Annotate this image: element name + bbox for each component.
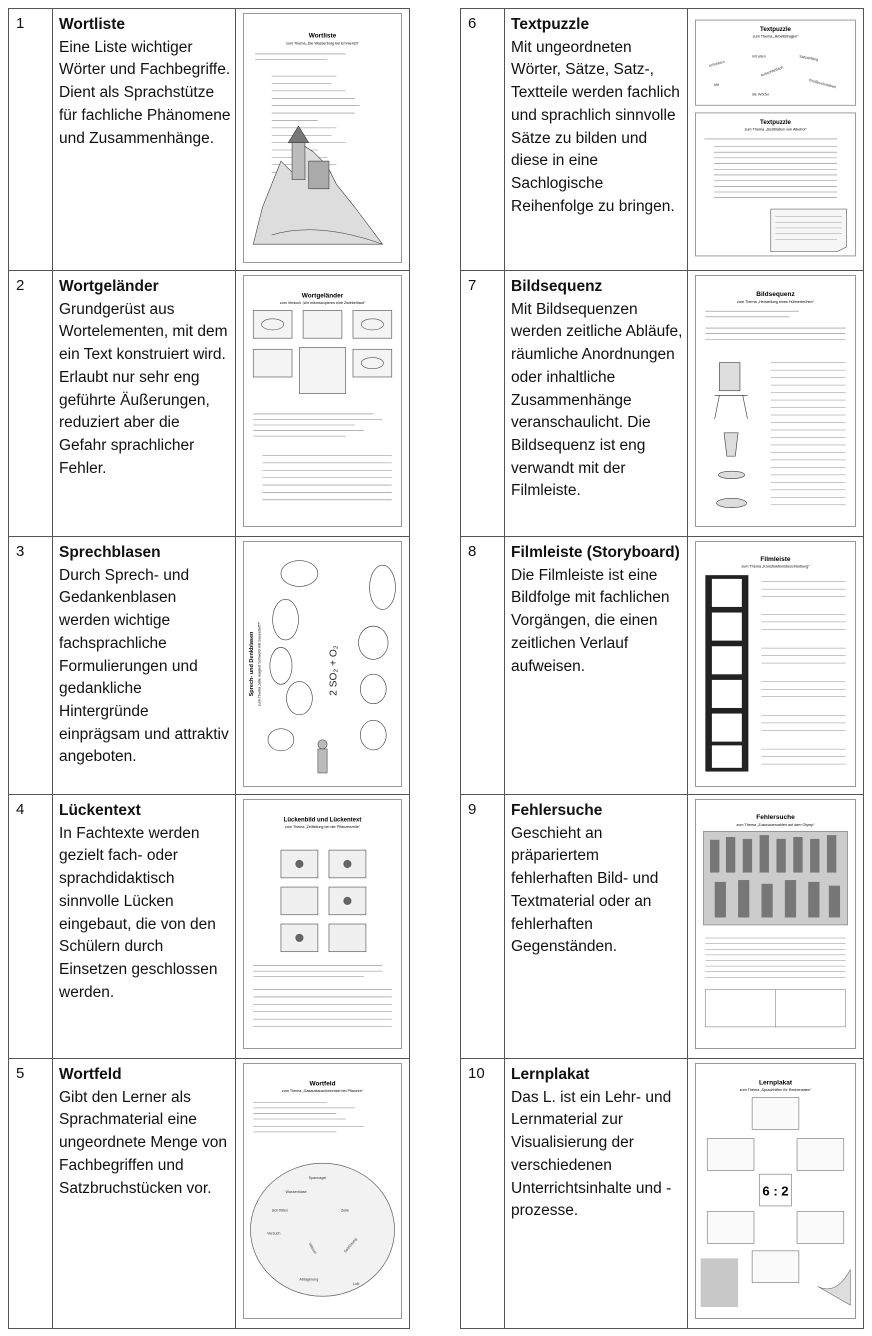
thumb-subheading: zum Thema „Wie reagiert Schwefel mit Sauerstoff?“	[257, 621, 262, 707]
method-title: Bildsequenz	[511, 278, 603, 295]
method-row-9	[461, 795, 864, 1059]
row-number: 8	[461, 537, 505, 795]
method-description: Mit Bildsequenzen werden zeitliche Abläufe, räumliche Anordnungen oder inhaltliche Zusammenhänge veranschaulicht. Die Bildsequenz ist eng verwandt mit der Filmleiste.	[511, 300, 683, 500]
word-field-ellipse	[250, 1163, 394, 1296]
thumb-heading: Filmleiste	[760, 556, 791, 564]
method-row-2	[9, 271, 410, 537]
castle-drawing	[253, 126, 382, 244]
row-number: 10	[461, 1059, 505, 1329]
svg-text:Salzlösung: Salzlösung	[343, 1237, 358, 1254]
method-title: Textpuzzle	[511, 16, 590, 33]
method-title: Wortgeländer	[59, 278, 159, 295]
thumb-heading: Lückenbild und Lückentext	[283, 817, 362, 824]
method-description: Eine Liste wichtiger Wörter und Fachbegriffe. Dient als Sprachstütze für fachliche Phänomene und Zusammenhänge.	[59, 38, 231, 147]
worksheet-thumbnail-wortgelaender	[243, 275, 402, 527]
cell-diagram	[281, 850, 366, 952]
method-title: Wortliste	[59, 16, 126, 33]
svg-text:Spannagel: Spannagel	[308, 1175, 327, 1180]
method-title: Sprechblasen	[59, 544, 161, 561]
method-title: Lernplakat	[511, 1066, 590, 1083]
thumb-subheading: zum Thema „Gasaustauschwechsel bei Pflanzen“	[281, 1089, 364, 1094]
row-number: 7	[461, 271, 505, 537]
method-row-4	[9, 795, 410, 1059]
svg-text:Ablagerung: Ablagerung	[299, 1277, 319, 1282]
method-description: Mit ungeordneten Wörter, Sätze, Satz-, Textteile werden fachlich und sprachlich sinnvolle Sätze zu bilden und diese in eine Sachlogische Reihenfolge zu bringen.	[511, 38, 680, 215]
svg-text:2 SO₂ + O₂: 2 SO₂ + O₂	[328, 645, 340, 696]
worksheet-thumbnail-lueckentext	[243, 799, 402, 1049]
note-card	[771, 209, 847, 252]
worksheet-thumbnail-textpuzzle	[695, 13, 856, 263]
row-number: 9	[461, 795, 505, 1059]
worksheet-thumbnail-wortfeld	[243, 1063, 402, 1319]
thumb-heading: Fehlersuche	[756, 814, 795, 822]
method-title: Lückentext	[59, 802, 141, 819]
thumb-subheading: zum Thema „Konstruktionsbeschreibung“	[741, 564, 810, 569]
method-description: In Fachtexte werden gezielt fach- oder sprachdidaktisch sinnvolle Lücken eingebaut, die von den Schülern durch Einsetzen geschlossen werden.	[59, 824, 218, 1001]
row-number: 5	[9, 1059, 53, 1329]
svg-text:Versuch: Versuch	[267, 1231, 281, 1236]
apparatus-drawing	[715, 363, 748, 508]
method-description: Gibt den Lerner als Sprachmaterial eine ungeordnete Menge von Fachbegriffen und Satzbruchstücken vor.	[59, 1088, 228, 1197]
method-row-8	[461, 537, 864, 795]
method-row-1	[9, 9, 410, 271]
poster-center-text: 6 : 2	[762, 1183, 789, 1199]
worksheet-thumbnail-wortliste	[243, 13, 402, 263]
person-figure	[318, 740, 327, 773]
svg-text:die Wörter: die Wörter	[751, 92, 770, 97]
thumb-subheading: zum Thema „Die Wasserburg bei Emmerich“	[286, 41, 359, 46]
thumb-heading: Lernplakat	[758, 1079, 793, 1087]
thumb-subheading: zum Thema „Sprachhilfen für Rechenarten“	[739, 1087, 812, 1092]
thumb-heading: Wortfeld	[309, 1080, 336, 1088]
svg-text:schreiben: schreiben	[708, 59, 726, 68]
row-number: 2	[9, 271, 53, 537]
svg-text:mit allen: mit allen	[751, 54, 766, 59]
thumb-heading-2: Textpuzzle	[760, 118, 791, 126]
svg-text:Zelle: Zelle	[340, 1208, 349, 1213]
thumb-subheading: zum Thema „Zuschauerzahlen auf dem Olymp“	[736, 822, 815, 827]
worksheet-thumbnail-bildsequenz	[695, 275, 856, 527]
svg-text:Satzanfang: Satzanfang	[799, 54, 819, 62]
method-title: Wortfeld	[59, 1066, 122, 1083]
method-title: Fehlersuche	[511, 802, 603, 819]
thumb-subheading-2: zum Thema „Destillation von Alkohol“	[744, 127, 807, 132]
thumb-heading: Wortliste	[308, 32, 337, 40]
worksheet-thumbnail-filmleiste	[695, 541, 856, 787]
thumb-subheading: zum Thema „Zellteilung bei der Pflanzenzelle“	[285, 824, 360, 829]
method-row-7	[461, 271, 864, 537]
method-description: Durch Sprech- und Gedankenblasen werden wichtige fachsprachliche Formulierungen und gedankliche Hintergründe einprägsam und attraktiv angeboten.	[59, 566, 229, 766]
thumb-heading: Textpuzzle	[760, 25, 791, 33]
thumb-subheading: zum Thema „Arbeitsfragen“	[752, 34, 799, 39]
svg-text:sich füllen: sich füllen	[271, 1208, 289, 1213]
method-description: Das L. ist ein Lehr- und Lernmaterial zur Visualisierung der verschiedenen Unterrichtsinhalte und -prozesse.	[511, 1088, 672, 1220]
thumb-heading: Sprech- und Denkblasen	[249, 631, 256, 697]
method-title: Filmleiste (Storyboard)	[511, 544, 680, 561]
method-row-6	[461, 9, 864, 271]
worksheet-thumbnail-fehlersuche	[695, 799, 856, 1049]
svg-text:Wasser: Wasser	[307, 1242, 318, 1255]
photo-inset	[701, 1258, 738, 1307]
right-method-table	[460, 8, 864, 1329]
method-row-10	[461, 1059, 864, 1329]
svg-text:Luft: Luft	[352, 1282, 360, 1287]
method-row-5	[9, 1059, 410, 1329]
svg-text:Großbuchstaben: Großbuchstaben	[808, 78, 837, 90]
left-method-table	[8, 8, 410, 1329]
row-number: 3	[9, 537, 53, 795]
method-description: Grundgerüst aus Wortelementen, mit dem ein Text konstruiert wird. Erlaubt nur sehr eng geführte Äußerungen, reduziert aber die Gefahr sprachlicher Fehler.	[59, 300, 228, 477]
svg-text:ausschließlich: ausschließlich	[760, 65, 784, 78]
thumb-heading: Wortgeländer	[301, 292, 344, 300]
row-number: 1	[9, 9, 53, 271]
worksheet-thumbnail-lernplakat	[695, 1063, 856, 1319]
thumb-subheading: zum Thema „Herstellung eines Hühnerbrühen“	[737, 299, 814, 304]
thumb-heading: Bildsequenz	[756, 291, 795, 299]
svg-text:Wasserblase: Wasserblase	[285, 1189, 307, 1194]
row-number: 6	[461, 9, 505, 271]
method-description: Die Filmleiste ist eine Bildfolge mit fachlichen Vorgängen, die einen zeitlichen Verlauf aufweisen.	[511, 566, 670, 675]
thumb-subheading: zum Versuch „Wir mikroskopieren eine Zwiebelhaut“	[279, 301, 366, 306]
method-row-3	[9, 537, 410, 795]
row-number: 4	[9, 795, 53, 1059]
worksheet-thumbnail-sprechblasen	[243, 541, 402, 787]
method-description: Geschieht an präpariertem fehlerhaften Bild- und Textmaterial oder an fehlerhaften Gegenständen.	[511, 824, 659, 956]
svg-text:Mit: Mit	[713, 82, 719, 87]
